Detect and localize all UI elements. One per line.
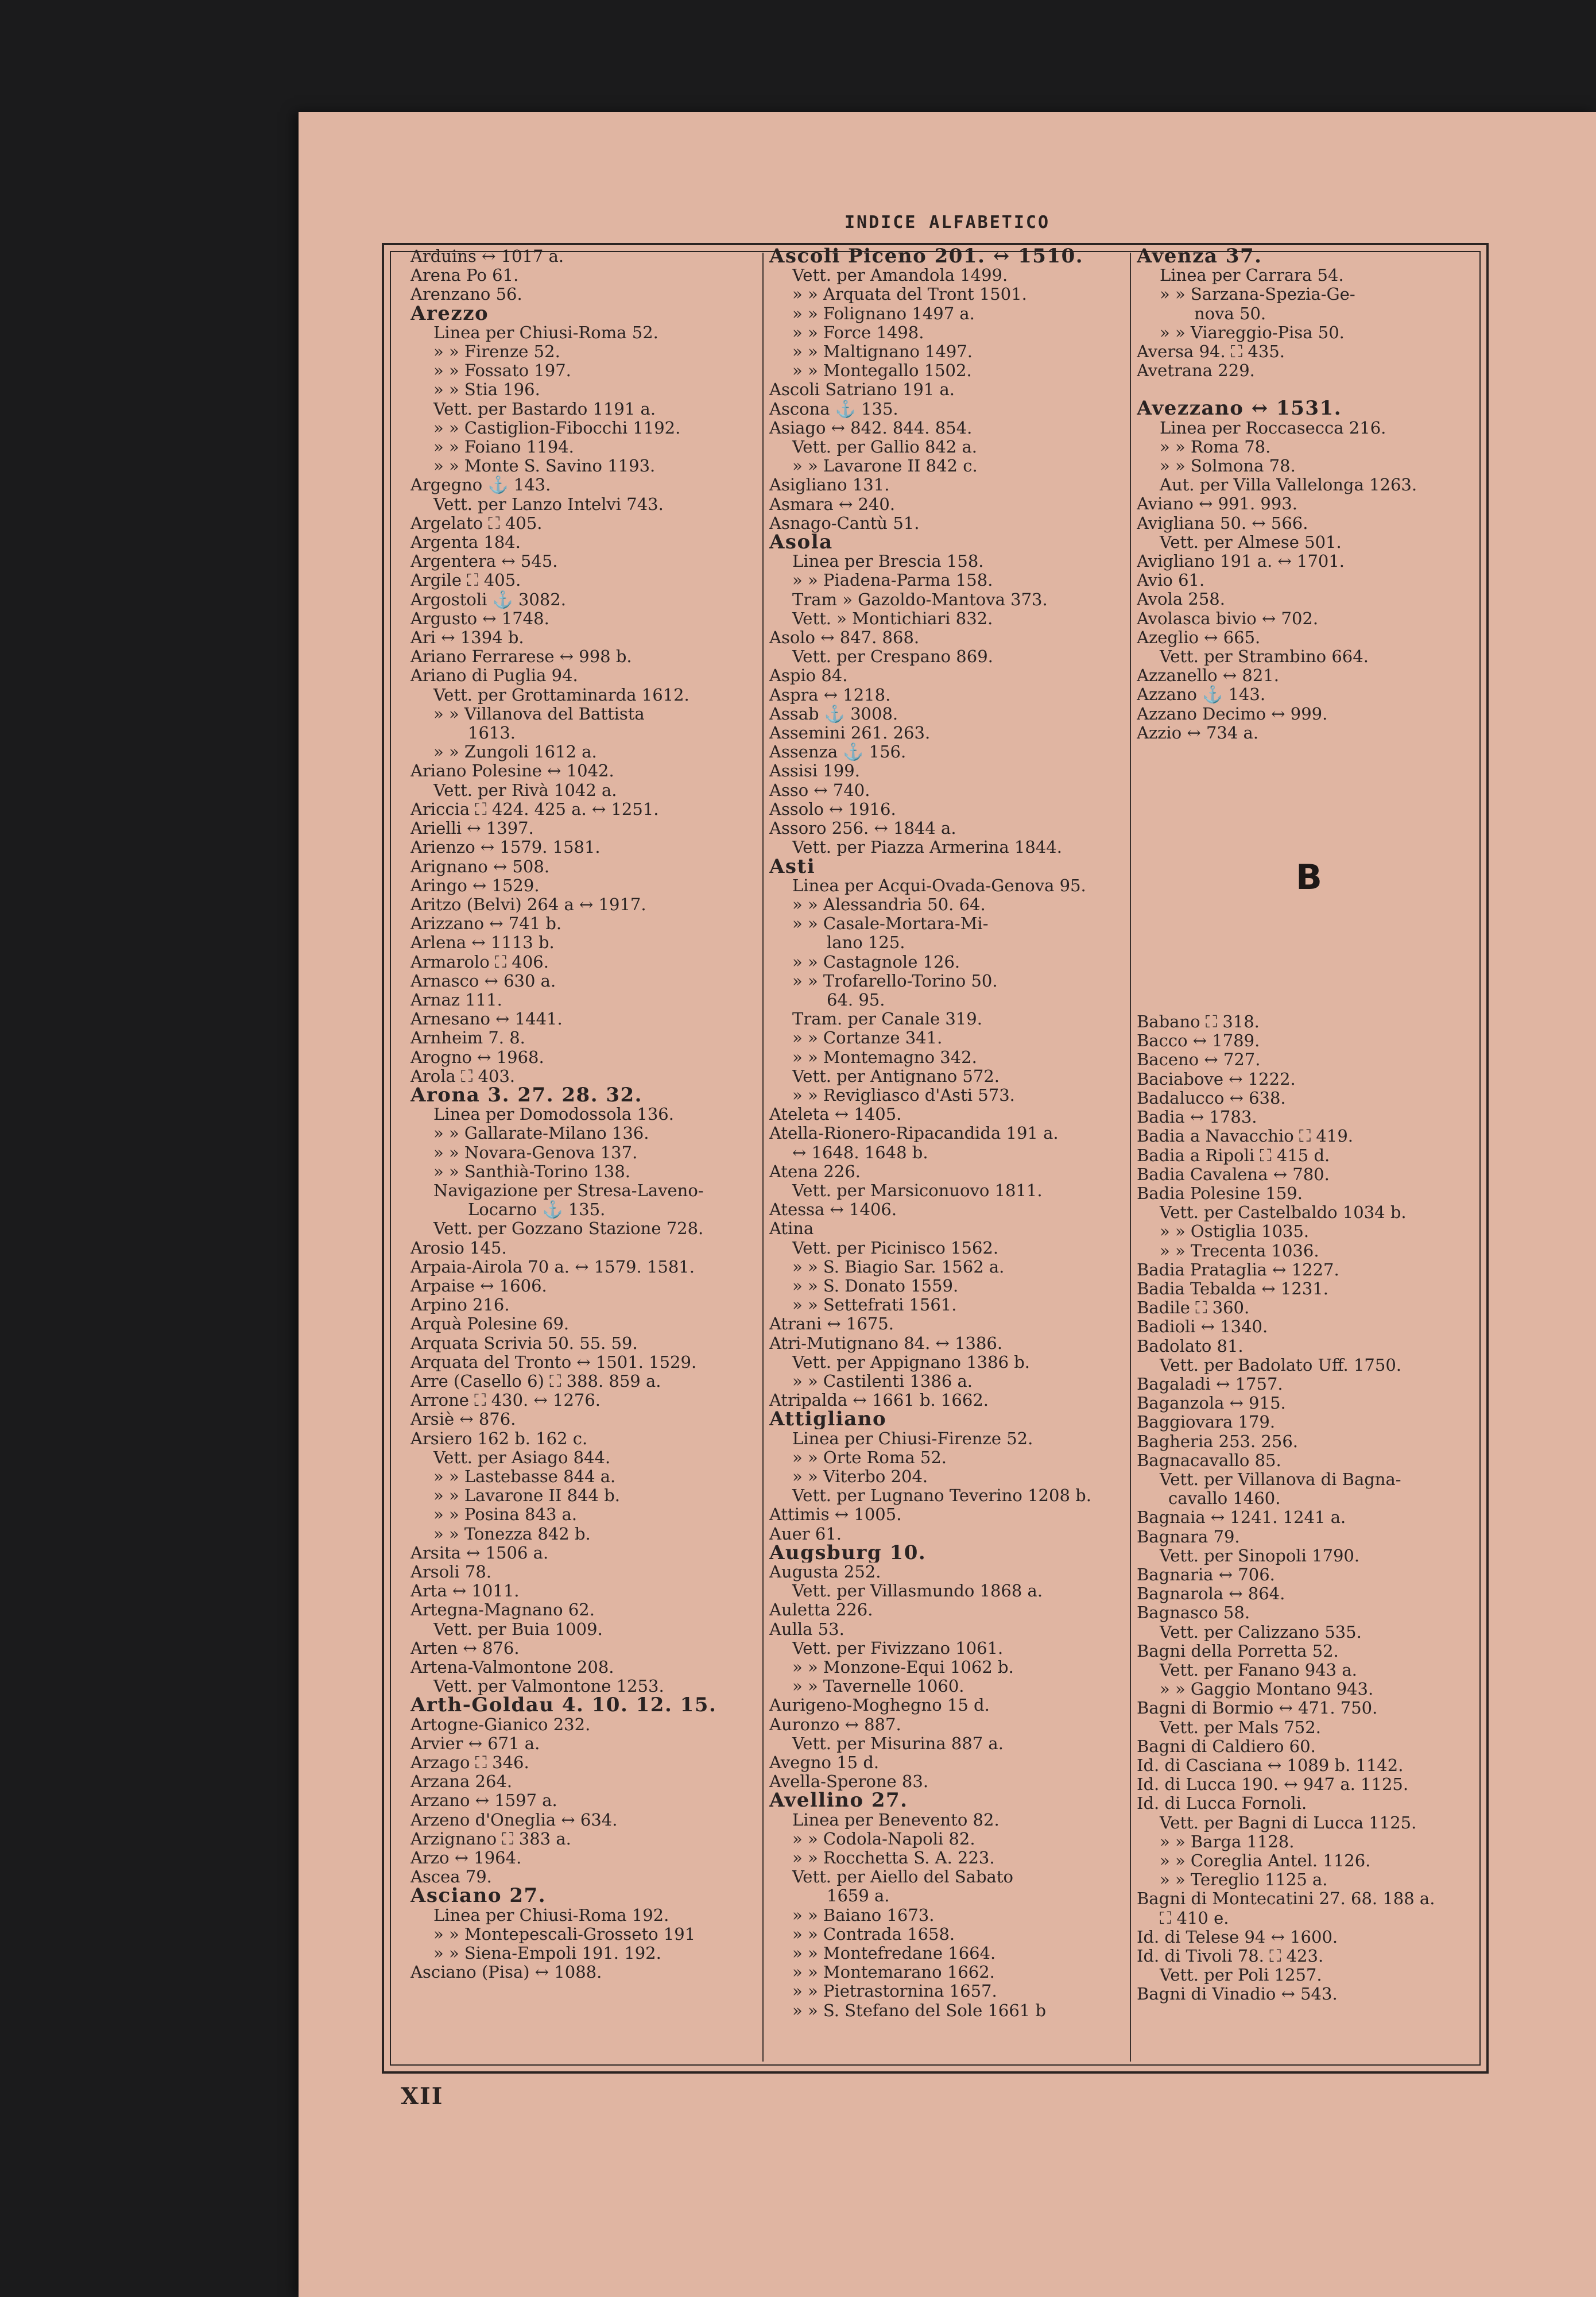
index-entry: » » Coreglia Antel. 1126. [1160, 1851, 1371, 1871]
index-entry: Vett. per Strambino 664. [1160, 647, 1369, 667]
index-entry: Avigliana 50. ↔ 566. [1137, 513, 1308, 533]
spacer [1137, 903, 1481, 1012]
index-entry: Badile ⛶ 360. [1137, 1298, 1250, 1318]
index-heading: Arona 3. 27. 28. 32. [410, 1085, 643, 1105]
index-heading: Asciano 27. [410, 1886, 547, 1906]
index-entry: Arosio 145. [410, 1238, 507, 1258]
index-entry: Artegna-Magnano 62. [410, 1600, 595, 1620]
index-entry: Arnaz 111. [410, 990, 502, 1010]
page-header: INDICE ALFABETICO [844, 212, 1051, 233]
index-entry: Arogno ↔ 1968. [410, 1047, 544, 1067]
index-entry: » » Orte Roma 52. [792, 1448, 947, 1467]
index-entry: Bagaladi ↔ 1757. [1137, 1374, 1283, 1394]
index-entry: Assolo ↔ 1916. [769, 799, 896, 819]
index-entry: Badia Tebalda ↔ 1231. [1137, 1279, 1328, 1298]
index-heading: Avezzano ↔ 1531. [1137, 399, 1342, 419]
index-entry: » » Baiano 1673. [792, 1905, 935, 1925]
page-number: XII [401, 2083, 444, 2110]
index-entry: Arzignano ⛶ 383 a. [410, 1829, 571, 1849]
index-entry: Linea per Chiusi-Roma 52. [433, 323, 658, 342]
index-entry: Asmara ↔ 240. [769, 494, 896, 514]
index-entry: Auer 61. [769, 1524, 842, 1544]
index-entry: Vett. per Sinopoli 1790. [1160, 1546, 1360, 1565]
index-entry: Atella-Rionero-Ripacandida 191 a. [769, 1124, 1059, 1143]
index-entry: Vett. per Piazza Armerina 1844. [792, 838, 1062, 857]
index-entry: Arsita ↔ 1506 a. [410, 1543, 549, 1563]
index-entry: Vett. per Mals 752. [1160, 1718, 1321, 1737]
index-entry: Arsoli 78. [410, 1563, 492, 1582]
index-entry: Aulla 53. [769, 1619, 845, 1639]
index-entry: Arola ⛶ 403. [410, 1066, 516, 1086]
index-entry: Bagnaria ↔ 706. [1137, 1565, 1275, 1584]
index-entry: Id. di Telese 94 ↔ 1600. [1137, 1927, 1338, 1947]
index-entry: Azzano ⚓ 143. [1137, 685, 1266, 705]
index-entry: Asigliano 131. [769, 475, 890, 495]
index-entry: Asiago ↔ 842. 844. 854. [769, 418, 973, 438]
index-entry: Vett. per Gozzano Stazione 728. [433, 1219, 704, 1239]
index-entry: Ari ↔ 1394 b. [410, 628, 524, 648]
index-entry: Arvier ↔ 671 a. [410, 1734, 540, 1753]
index-entry: Arrone ⛶ 430. ↔ 1276. [410, 1391, 601, 1410]
index-entry: Arielli ↔ 1397. [410, 819, 534, 838]
index-entry: Atessa ↔ 1406. [769, 1200, 897, 1220]
index-entry: Vett. per Fivizzano 1061. [792, 1638, 1004, 1658]
index-entry: Vett. per Villanova di Bagna- [1160, 1470, 1401, 1489]
index-entry: Asciano (Pisa) ↔ 1088. [410, 1963, 602, 1982]
index-entry: » » Lavarone II 842 c. [792, 457, 978, 476]
index-entry: Arpaia-Airola 70 a. ↔ 1579. 1581. [410, 1257, 695, 1277]
index-entry: Vett. per Bagni di Lucca 1125. [1160, 1813, 1417, 1832]
index-entry: Arquà Polesine 69. [410, 1314, 570, 1334]
index-entry: Badia a Ripoli ⛶ 415 d. [1137, 1146, 1330, 1165]
index-entry: » » Trecenta 1036. [1160, 1241, 1319, 1260]
index-entry: Aversa 94. ⛶ 435. [1137, 342, 1285, 362]
index-entry: Avella-Sperone 83. [769, 1772, 929, 1792]
index-entry: Baceno ↔ 727. [1137, 1050, 1261, 1070]
index-entry: » » Force 1498. [792, 323, 924, 342]
index-entry: Assoro 256. ↔ 1844 a. [769, 819, 956, 838]
index-page [299, 112, 1596, 2297]
index-entry: Bagheria 253. 256. [1137, 1432, 1299, 1451]
index-entry: ⛶ 410 e. [1160, 1908, 1229, 1928]
index-entry: Auletta 226. [769, 1600, 873, 1620]
index-entry: Vett. per Grottaminarda 1612. [433, 685, 689, 705]
index-entry: Avegno 15 d. [769, 1753, 880, 1773]
index-entry: Aritzo (Belvi) 264 a ↔ 1917. [410, 895, 646, 914]
index-entry: » » Zungoli 1612 a. [433, 743, 597, 762]
index-entry: » » Gallarate-Milano 136. [433, 1124, 649, 1143]
index-entry: Bagni di Montecatini 27. 68. 188 a. [1137, 1889, 1435, 1909]
index-entry: Asnago-Cantù 51. [769, 513, 920, 533]
index-entry: Tram. per Canale 319. [792, 1010, 982, 1029]
index-entry: Assemini 261. 263. [769, 724, 931, 743]
index-entry: » » Casale-Mortara-Mi- [792, 914, 989, 934]
index-entry: Vett. per Poli 1257. [1160, 1966, 1322, 1985]
index-heading: Augsburg 10. [769, 1543, 927, 1563]
section-letter: B [1296, 857, 1322, 898]
index-entry: Argile ⛶ 405. [410, 571, 521, 590]
index-entry: Argegno ⚓ 143. [410, 475, 551, 495]
index-entry: » » Ostiglia 1035. [1160, 1222, 1310, 1242]
index-entry: Aurigeno-Moghegno 15 d. [769, 1696, 990, 1715]
index-entry: Argostoli ⚓ 3082. [410, 590, 566, 609]
index-entry: Aut. per Villa Vallelonga 1263. [1160, 475, 1417, 495]
index-entry: » » Sarzana-Spezia-Ge- [1160, 285, 1355, 304]
index-entry: Vett. per Lanzo Intelvi 743. [433, 494, 664, 514]
index-entry: » » Tonezza 842 b. [433, 1524, 591, 1544]
index-entry: Vett. per Amandola 1499. [792, 266, 1008, 285]
index-entry: Arnasco ↔ 630 a. [410, 971, 556, 991]
index-entry: Arlena ↔ 1113 b. [410, 933, 555, 953]
index-entry: 1613. [468, 724, 516, 743]
index-entry: Badia Polesine 159. [1137, 1184, 1303, 1203]
index-entry: Vett. » Montichiari 832. [792, 609, 993, 628]
index-entry: » » Montefredane 1664. [792, 1944, 996, 1963]
index-entry: Bagnasco 58. [1137, 1603, 1250, 1623]
index-entry: Artogne-Gianico 232. [410, 1715, 591, 1734]
index-entry: » » Maltignano 1497. [792, 342, 973, 362]
index-entry: Vett. per Rivà 1042 a. [433, 780, 617, 800]
index-entry: » » Fossato 197. [433, 361, 571, 381]
index-entry: » » Castiglion-Fibocchi 1192. [433, 418, 681, 438]
index-entry: Arignano ↔ 508. [410, 857, 550, 876]
index-entry: » » Montemarano 1662. [792, 1963, 995, 1982]
index-entry: Vett. per Bastardo 1191 a. [433, 399, 656, 419]
index-entry: Atrani ↔ 1675. [769, 1314, 894, 1334]
index-entry: Vett. per Antignano 572. [792, 1066, 1000, 1086]
index-entry: Atena 226. [769, 1162, 861, 1181]
index-entry: Arienzo ↔ 1579. 1581. [410, 838, 601, 857]
index-entry: Arzano ↔ 1597 a. [410, 1791, 557, 1811]
index-entry: Vett. per Lugnano Teverino 1208 b. [792, 1486, 1091, 1506]
index-entry: Arenzano 56. [410, 285, 522, 304]
index-entry: Vett. per Badolato Uff. 1750. [1160, 1355, 1401, 1375]
index-entry: Arzo ↔ 1964. [410, 1849, 522, 1868]
index-entry: Arpino 216. [410, 1296, 510, 1315]
index-entry: ↔ 1648. 1648 b. [792, 1143, 928, 1162]
index-entry: Arsiero 162 b. 162 c. [410, 1429, 588, 1448]
index-entry: Arnheim 7. 8. [410, 1028, 525, 1048]
index-entry: 1659 a. [827, 1886, 890, 1906]
spacer [1137, 743, 1481, 852]
index-entry: Linea per Carrara 54. [1160, 266, 1344, 285]
index-entry: Linea per Chiusi-Roma 192. [433, 1905, 669, 1925]
index-entry: Id. di Tivoli 78. ⛶ 423. [1137, 1947, 1324, 1966]
index-entry: Vett. per Aiello del Sabato [792, 1867, 1013, 1887]
index-entry: » » Codola-Napoli 82. [792, 1829, 975, 1849]
index-entry: Attimis ↔ 1005. [769, 1505, 902, 1525]
index-entry: Badalucco ↔ 638. [1137, 1088, 1286, 1108]
index-entry: Aspio 84. [769, 666, 848, 686]
index-entry: Arzeno d'Oneglia ↔ 634. [410, 1810, 618, 1830]
index-entry: Ariano di Puglia 94. [410, 666, 578, 686]
index-entry: Ariccia ⛶ 424. 425 a. ↔ 1251. [410, 799, 659, 819]
index-entry: » » Contrada 1658. [792, 1924, 955, 1944]
index-entry: Vett. per Villasmundo 1868 a. [792, 1581, 1043, 1601]
index-entry: Id. di Casciana ↔ 1089 b. 1142. [1137, 1756, 1404, 1775]
index-entry: Arta ↔ 1011. [410, 1581, 520, 1601]
index-entry: » » Tavernelle 1060. [792, 1677, 964, 1696]
index-entry: Linea per Chiusi-Firenze 52. [792, 1429, 1033, 1448]
index-entry: Ariano Ferrarese ↔ 998 b. [410, 647, 632, 667]
index-entry: Vett. per Gallio 842 a. [792, 438, 978, 457]
index-entry: Avola 258. [1137, 590, 1225, 609]
index-entry: Asolo ↔ 847. 868. [769, 628, 920, 648]
index-entry: Arzana 264. [410, 1772, 513, 1792]
index-entry: Avetrana 229. [1137, 361, 1255, 381]
index-entry: » » Montegallo 1502. [792, 361, 972, 381]
index-entry: » » Santhià-Torino 138. [433, 1162, 631, 1181]
index-heading: Asti [769, 857, 816, 876]
index-entry: Vett. per Marsiconuovo 1811. [792, 1181, 1043, 1200]
index-entry: Vett. per Asiago 844. [433, 1448, 611, 1467]
index-entry: Atripalda ↔ 1661 b. 1662. [769, 1391, 989, 1410]
index-entry: Vett. per Fanano 943 a. [1160, 1660, 1357, 1680]
index-entry: Bagni di Caldiero 60. [1137, 1737, 1316, 1756]
index-entry: Locarno ⚓ 135. [468, 1200, 606, 1220]
index-entry: Ariano Polesine ↔ 1042. [410, 761, 614, 781]
index-entry: Id. di Lucca Fornoli. [1137, 1794, 1307, 1813]
index-entry: Arre (Casello 6) ⛶ 388. 859 a. [410, 1371, 661, 1391]
index-heading: Avenza 37. [1137, 247, 1262, 266]
index-entry: » » Tereglio 1125 a. [1160, 1870, 1328, 1890]
index-entry: » » Settefrati 1561. [792, 1296, 957, 1315]
index-entry: Arquata Scrivia 50. 55. 59. [410, 1333, 638, 1353]
index-entry: Vett. per Appignano 1386 b. [792, 1352, 1031, 1372]
index-entry: Ateleta ↔ 1405. [769, 1105, 902, 1124]
index-entry: Linea per Roccasecca 216. [1160, 418, 1386, 438]
index-entry: Arizzano ↔ 741 b. [410, 914, 562, 934]
index-entry: Bagni di Vinadio ↔ 543. [1137, 1985, 1338, 2004]
spacer [1137, 380, 1481, 399]
index-entry: Baggiovara 179. [1137, 1413, 1276, 1432]
index-entry: » » Villanova del Battista [433, 704, 645, 724]
index-heading: Asola [769, 533, 833, 552]
index-entry: » » Castilenti 1386 a. [792, 1371, 973, 1391]
index-entry: » » Alessandria 50. 64. [792, 895, 986, 914]
index-entry: » » Folignano 1497 a. [792, 304, 975, 323]
index-entry: 64. 95. [827, 990, 885, 1010]
index-entry: Augusta 252. [769, 1563, 881, 1582]
index-entry: » » Montemagno 342. [792, 1047, 977, 1067]
index-entry: lano 125. [827, 933, 905, 953]
index-entry: » » S. Stefano del Sole 1661 b [792, 2001, 1047, 2020]
index-entry: Linea per Brescia 158. [792, 552, 984, 571]
index-entry: Auronzo ↔ 887. [769, 1715, 901, 1734]
index-entry: Vett. per Castelbaldo 1034 b. [1160, 1203, 1407, 1223]
index-entry: Arpaise ↔ 1606. [410, 1276, 547, 1296]
index-entry: » » Monzone-Equi 1062 b. [792, 1658, 1014, 1677]
index-entry: Bagnacavallo 85. [1137, 1451, 1281, 1470]
index-entry: Aringo ↔ 1529. [410, 876, 540, 895]
index-entry: Vett. per Almese 501. [1160, 532, 1342, 552]
index-entry: » » Monte S. Savino 1193. [433, 457, 656, 476]
index-entry: Assenza ⚓ 156. [769, 743, 907, 762]
index-entry: Aviano ↔ 991. 993. [1137, 494, 1297, 514]
index-entry: Arena Po 61. [410, 266, 519, 285]
index-entry: » » Cortanze 341. [792, 1028, 943, 1048]
index-entry: Linea per Acqui-Ovada-Genova 95. [792, 876, 1086, 895]
index-entry: » » S. Biagio Sar. 1562 a. [792, 1257, 1005, 1277]
index-heading: Arth-Goldau 4. 10. 12. 15. [410, 1696, 717, 1715]
index-entry: Bacco ↔ 1789. [1137, 1031, 1260, 1051]
index-entry: Vett. per Buia 1009. [433, 1619, 603, 1639]
index-entry: Armarolo ⛶ 406. [410, 952, 549, 972]
index-entry: Arduins ↔ 1017 a. [410, 247, 564, 266]
index-entry: Ascoli Satriano 191 a. [769, 380, 955, 400]
index-entry: Bagnaia ↔ 1241. 1241 a. [1137, 1508, 1346, 1528]
index-entry: » » Castagnole 126. [792, 952, 960, 972]
index-entry: » » Montepescali-Grosseto 191 [433, 1924, 696, 1944]
index-entry: Avigliano 191 a. ↔ 1701. [1137, 552, 1345, 571]
index-entry: Navigazione per Stresa-Laveno- [433, 1181, 704, 1200]
index-entry: » » Viareggio-Pisa 50. [1160, 323, 1345, 342]
index-entry: Linea per Domodossola 136. [433, 1105, 674, 1124]
index-entry: » » Novara-Genova 137. [433, 1143, 638, 1162]
index-entry: » » Lastebasse 844 a. [433, 1467, 616, 1486]
index-column-1 [410, 247, 749, 2059]
index-entry: » » Posina 843 a. [433, 1505, 578, 1525]
index-entry: Arten ↔ 876. [410, 1638, 520, 1658]
index-column-2 [769, 247, 1125, 2059]
index-entry: Arzago ⛶ 346. [410, 1753, 529, 1773]
index-entry: » » Trofarello-Torino 50. [792, 971, 998, 991]
index-entry: » » Arquata del Tront 1501. [792, 285, 1027, 304]
index-entry: Atina [769, 1219, 814, 1239]
index-entry: » » Barga 1128. [1160, 1832, 1295, 1851]
index-entry: Arnesano ↔ 1441. [410, 1010, 563, 1029]
index-entry: Argenta 184. [410, 533, 521, 552]
index-entry: Vett. per Calizzano 535. [1160, 1622, 1362, 1642]
index-entry: Avio 61. [1137, 571, 1205, 590]
index-entry: Babano ⛶ 318. [1137, 1012, 1260, 1032]
index-entry: Baganzola ↔ 915. [1137, 1394, 1286, 1413]
index-entry: Ascea 79. [410, 1867, 492, 1887]
index-entry: Bagnarola ↔ 864. [1137, 1584, 1285, 1604]
index-heading: Arezzo [410, 304, 489, 323]
index-entry: Asso ↔ 740. [769, 780, 870, 800]
index-entry: » » Siena-Empoli 191. 192. [433, 1944, 661, 1963]
index-entry: » » Stia 196. [433, 380, 540, 400]
index-entry: » » Lavarone II 844 b. [433, 1486, 621, 1506]
index-entry: » » Rocchetta S. A. 223. [792, 1849, 995, 1868]
index-entry: Linea per Benevento 82. [792, 1810, 1000, 1830]
index-entry: » » Viterbo 204. [792, 1467, 928, 1486]
column-divider [1130, 253, 1131, 2062]
index-entry: Bagnara 79. [1137, 1527, 1240, 1546]
index-entry: » » Foiano 1194. [433, 438, 574, 457]
index-entry: » » S. Donato 1559. [792, 1276, 959, 1296]
index-entry: Bagni di Bormio ↔ 471. 750. [1137, 1699, 1378, 1718]
index-entry: nova 50. [1194, 304, 1266, 323]
index-entry: Badioli ↔ 1340. [1137, 1317, 1268, 1337]
index-entry: » » Pietrastornina 1657. [792, 1982, 997, 2001]
index-entry: Argusto ↔ 1748. [410, 609, 549, 628]
index-entry: Vett. per Picinisco 1562. [792, 1238, 999, 1258]
index-entry: Badia Cavalena ↔ 780. [1137, 1165, 1330, 1184]
index-entry: » » Gaggio Montano 943. [1160, 1680, 1374, 1699]
column-divider [762, 253, 764, 2062]
index-entry: » » Revigliasco d'Asti 573. [792, 1085, 1015, 1105]
index-entry: » » Piadena-Parma 158. [792, 571, 993, 590]
index-entry: Azeglio ↔ 665. [1137, 628, 1261, 647]
index-entry: » » Solmona 78. [1160, 457, 1296, 476]
index-entry: Id. di Lucca 190. ↔ 947 a. 1125. [1137, 1775, 1409, 1795]
index-entry: Atri-Mutignano 84. ↔ 1386. [769, 1333, 1003, 1353]
index-heading: Attigliano [769, 1410, 887, 1429]
index-entry: Azzano Decimo ↔ 999. [1137, 704, 1328, 724]
index-entry: Argentera ↔ 545. [410, 552, 558, 571]
index-entry: Badolato 81. [1137, 1336, 1244, 1356]
index-entry: Arquata del Tronto ↔ 1501. 1529. [410, 1352, 697, 1372]
index-entry: cavallo 1460. [1168, 1489, 1281, 1509]
index-entry: Artena-Valmontone 208. [410, 1658, 614, 1677]
index-heading: Ascoli Piceno 201. ↔ 1510. [769, 247, 1084, 266]
index-entry: Badia Prataglia ↔ 1227. [1137, 1260, 1339, 1279]
index-entry: Badia ↔ 1783. [1137, 1108, 1257, 1127]
index-entry: Vett. per Crespano 869. [792, 647, 993, 667]
index-entry: Baciabove ↔ 1222. [1137, 1069, 1296, 1089]
index-entry: Azzanello ↔ 821. [1137, 666, 1279, 686]
index-entry: » » Firenze 52. [433, 342, 560, 362]
index-entry: » » Roma 78. [1160, 437, 1271, 457]
index-entry: Ascona ⚓ 135. [769, 399, 898, 419]
index-column-3 [1137, 247, 1481, 2059]
index-entry: Arsiè ↔ 876. [410, 1410, 516, 1429]
index-entry: Bagni della Porretta 52. [1137, 1641, 1339, 1661]
index-entry: Assisi 199. [769, 761, 860, 781]
index-entry: Assab ⚓ 3008. [769, 704, 898, 724]
index-entry: Badia a Navacchio ⛶ 419. [1137, 1127, 1353, 1146]
index-entry: Tram » Gazoldo-Mantova 373. [792, 590, 1048, 609]
index-entry: Avolasca bivio ↔ 702. [1137, 609, 1319, 628]
index-heading: Avellino 27. [769, 1791, 908, 1811]
index-entry: Azzio ↔ 734 a. [1137, 723, 1259, 743]
index-entry: Aspra ↔ 1218. [769, 685, 891, 705]
index-entry: Argelato ⛶ 405. [410, 513, 543, 533]
index-entry: Vett. per Valmontone 1253. [433, 1677, 664, 1696]
index-entry: Vett. per Misurina 887 a. [792, 1734, 1004, 1753]
